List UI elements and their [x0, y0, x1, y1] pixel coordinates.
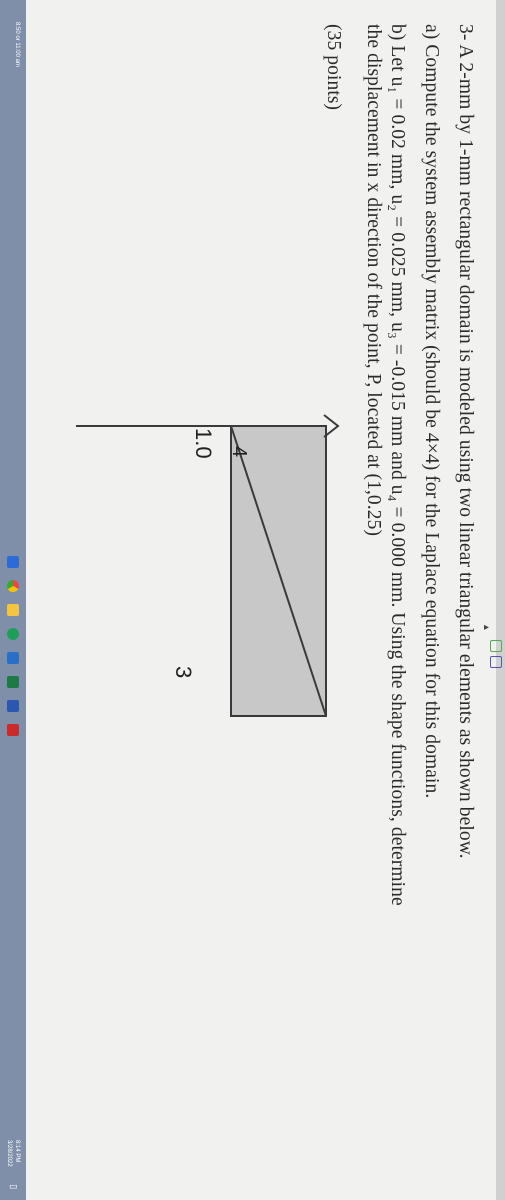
points-text: (35 points)	[323, 24, 344, 111]
rotated-view	[26, 0, 496, 1200]
mail-icon[interactable]	[7, 652, 19, 664]
node-3-label: 3	[171, 666, 196, 679]
file-explorer-icon[interactable]	[7, 604, 19, 616]
part-b-text: b) Let u₁ = 0.02 mm, u₂ = 0.025 mm, u₃ = -0.015 mm and u₄ = 0.000 mm. Using the shape functions, determine	[387, 24, 408, 906]
app-icon-blue[interactable]	[490, 656, 502, 668]
node-4-label: 4	[228, 446, 250, 458]
taskbar-status-text: 8:50 or 11:00 am	[14, 22, 20, 67]
clock-time[interactable]: 8:14 PM	[14, 1140, 20, 1163]
document-page	[26, 0, 496, 1200]
y-tick-label: 1.0	[191, 428, 216, 459]
windows-start-icon[interactable]	[7, 556, 19, 568]
app-icon-green[interactable]	[490, 640, 502, 652]
excel-icon[interactable]	[7, 676, 19, 688]
notification-icon[interactable]: ▭	[9, 1182, 18, 1192]
windows-taskbar	[0, 0, 26, 1200]
domain-figure	[26, 0, 496, 1200]
problem-title: 3- A 2-mm by 1-mm rectangular domain is modeled using two linear triangular elements as shown below.	[455, 24, 476, 859]
screen	[26, 0, 496, 1200]
chrome-icon[interactable]	[7, 580, 19, 592]
edge-icon[interactable]	[7, 628, 19, 640]
part-b-text-cont: the displacement in x direction of the point, P, located at (1,0.25)	[363, 24, 384, 537]
clock-date[interactable]: 3/28/2022	[6, 1140, 12, 1167]
cursor-icon: ▸	[484, 622, 490, 633]
part-a-text: a) Compute the system assembly matrix (should be 4×4) for the Laplace equation for this domain.	[421, 24, 442, 799]
word-icon[interactable]	[7, 700, 19, 712]
acrobat-icon[interactable]	[7, 724, 19, 736]
